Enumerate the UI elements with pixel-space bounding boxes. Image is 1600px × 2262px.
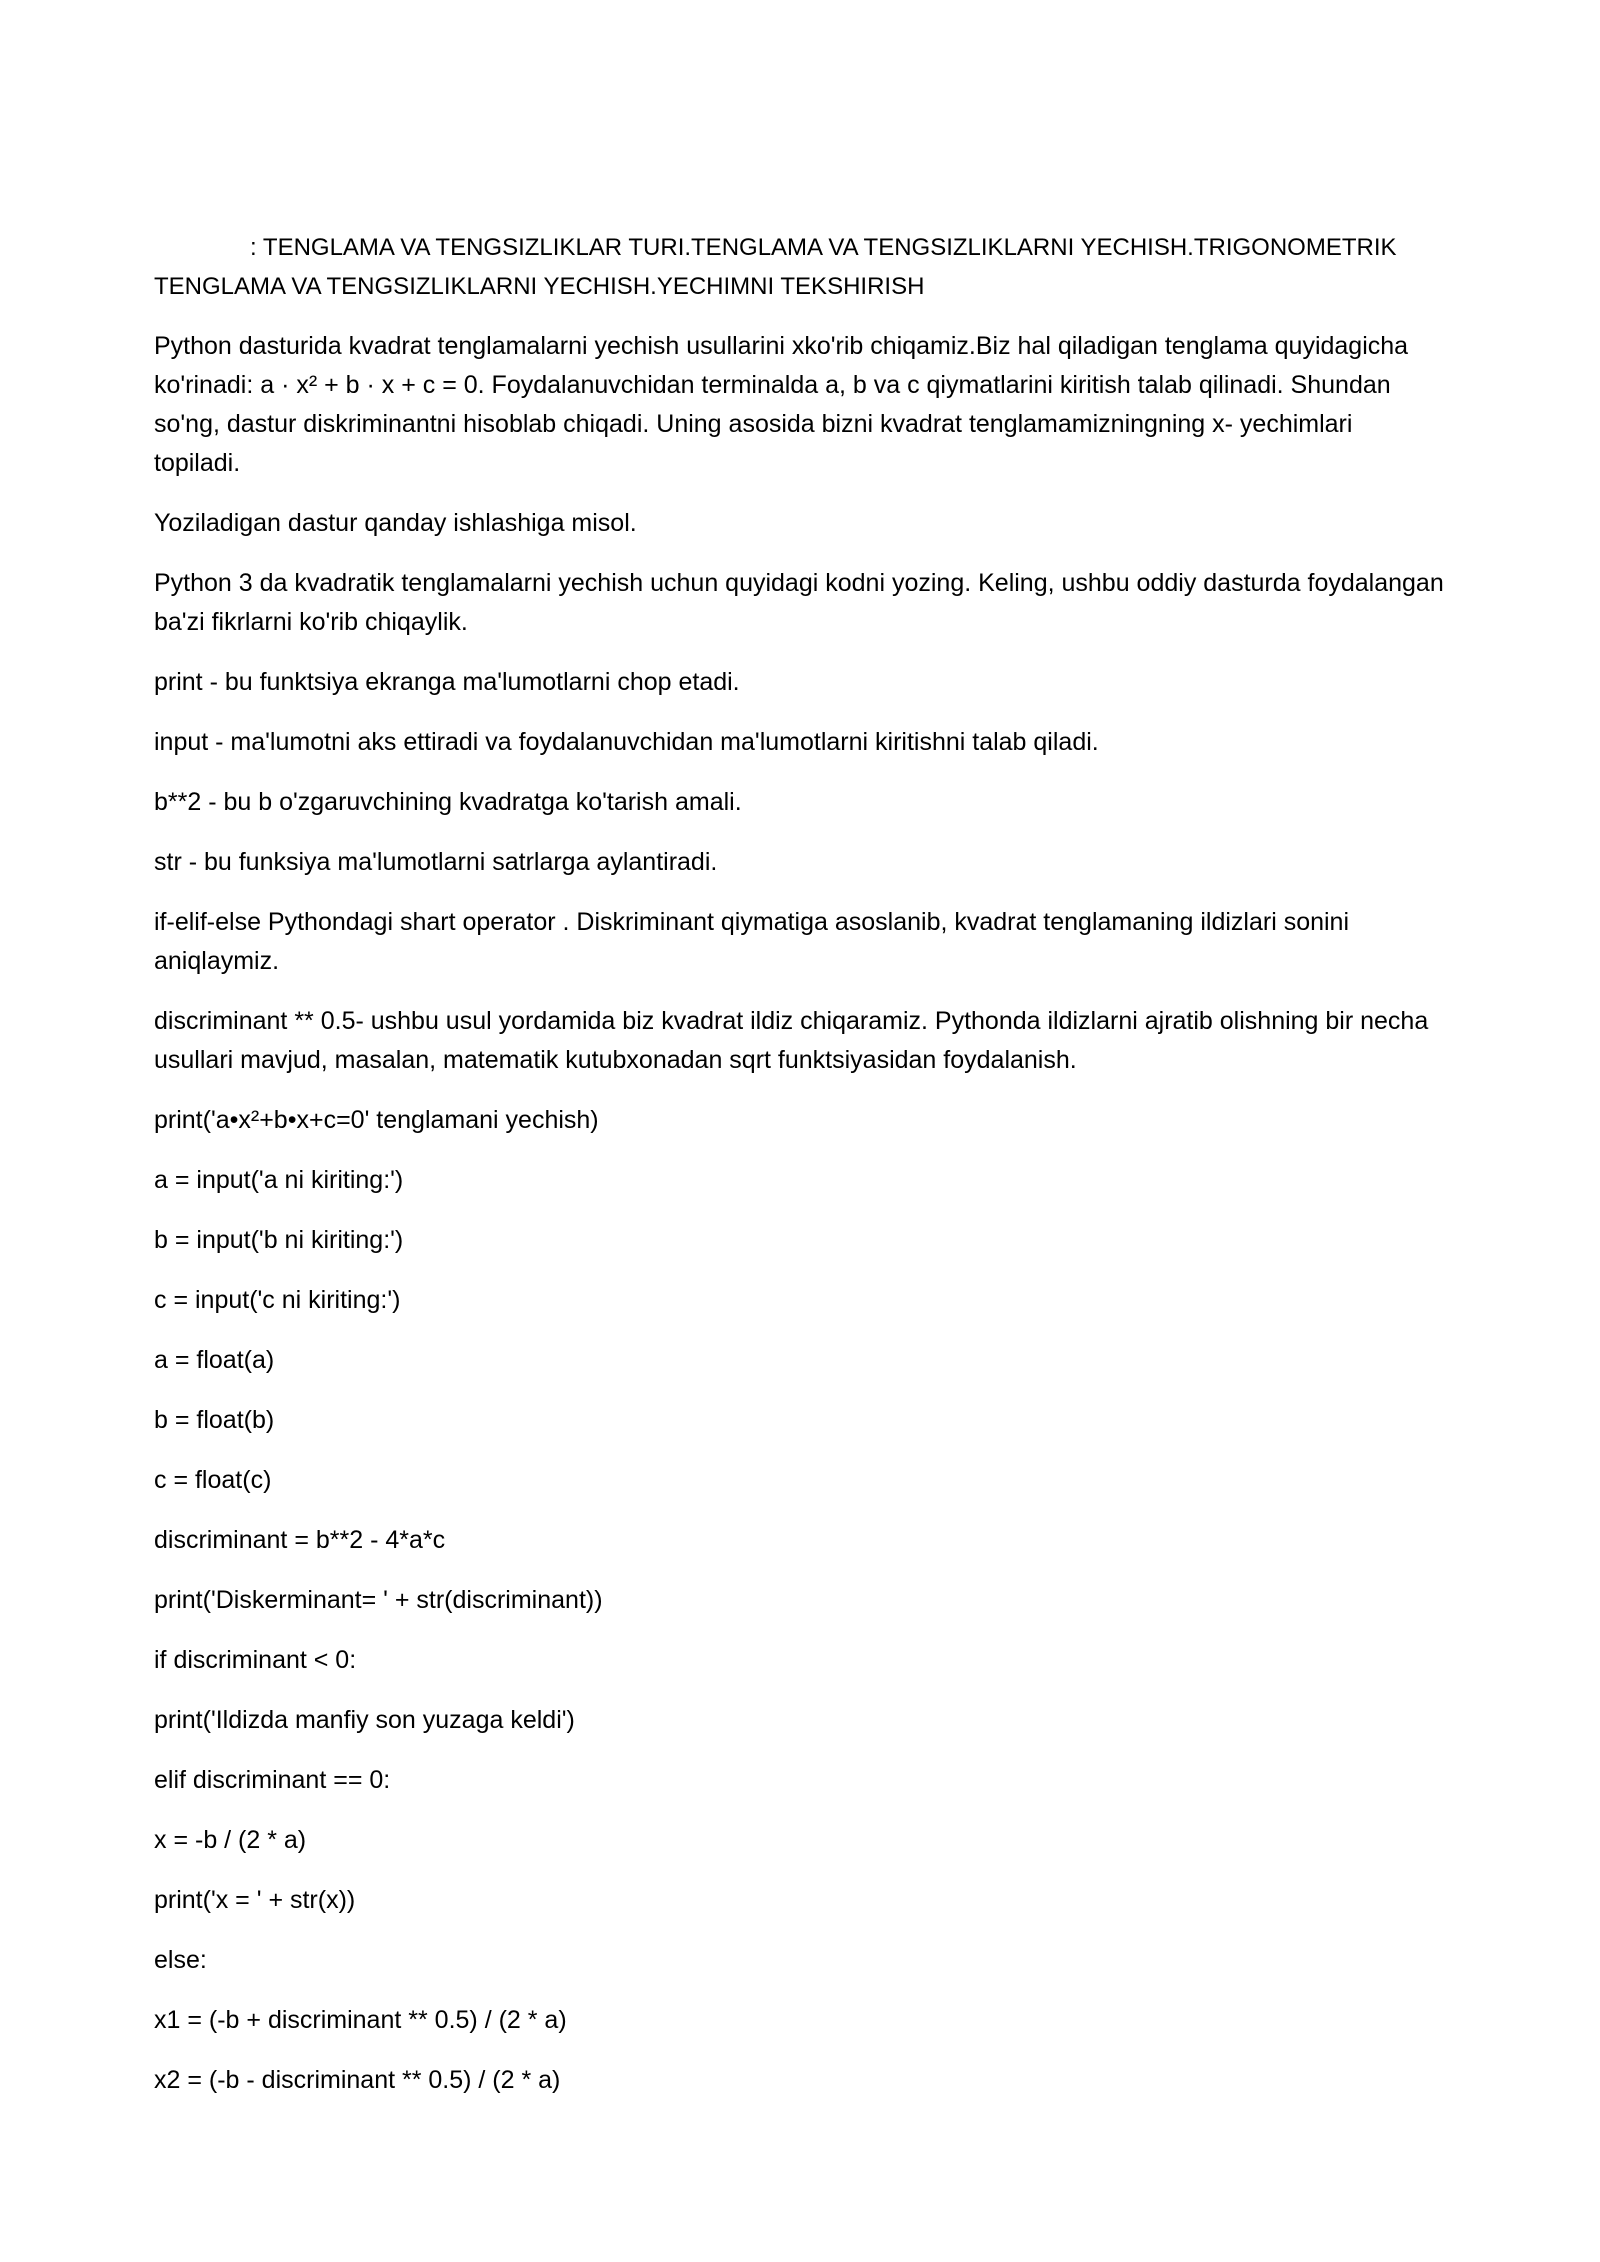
code-line: if discriminant < 0: bbox=[154, 1646, 357, 1674]
document-title: : TENGLAMA VA TENGSIZLIKLAR TURI.TENGLAMA VA TENGSIZLIKLARNI YECHISH.TRIGONOMETRIK TENGLAMA VA TENGSIZLIKLARNI YECHISH.YECHIMNI TEKSHIRISH bbox=[154, 234, 1397, 300]
code-line: discriminant = b**2 - 4*a*c bbox=[154, 1526, 446, 1554]
code-line: print('Ildizda manfiy son yuzaga keldi') bbox=[154, 1706, 575, 1734]
code-line: x = -b / (2 * a) bbox=[154, 1826, 307, 1854]
input-explanation: input - ma'lumotni aks ettiradi va foydalanuvchidan ma'lumotlarni kiritishni talab qiladi. bbox=[154, 728, 1099, 756]
code-line: c = float(c) bbox=[154, 1466, 272, 1494]
code-line: b = float(b) bbox=[154, 1406, 275, 1434]
python3-paragraph: Python 3 da kvadratik tenglamalarni yechish uchun quyidagi kodni yozing. Keling, ushbu oddiy dasturda foydalangan ba'zi fikrlarni ko'rib chiqaylik. bbox=[154, 569, 1444, 636]
code-line: elif discriminant == 0: bbox=[154, 1766, 391, 1794]
code-line: x1 = (-b + discriminant ** 0.5) / (2 * a) bbox=[154, 2006, 567, 2034]
code-line: print('a•x²+b•x+c=0' tenglamani yechish) bbox=[154, 1106, 599, 1134]
power-explanation: b**2 - bu b o'zgaruvchining kvadratga ko'tarish amali. bbox=[154, 788, 742, 816]
code-line: print('x = ' + str(x)) bbox=[154, 1886, 356, 1914]
condition-explanation: if-elif-else Pythondagi shart operator . Diskriminant qiymatiga asoslanib, kvadrat tenglamaning ildizlari sonini aniqlaymiz. bbox=[154, 908, 1350, 975]
print-explanation: print - bu funktsiya ekranga ma'lumotlarni chop etadi. bbox=[154, 668, 740, 696]
code-line: b = input('b ni kiriting:') bbox=[154, 1226, 404, 1254]
code-line: x2 = (-b - discriminant ** 0.5) / (2 * a) bbox=[154, 2066, 561, 2094]
code-line: print('Diskerminant= ' + str(discriminant)) bbox=[154, 1586, 603, 1614]
code-line: c = input('c ni kiriting:') bbox=[154, 1286, 401, 1314]
str-explanation: str - bu funksiya ma'lumotlarni satrlarga aylantiradi. bbox=[154, 848, 718, 876]
code-line: else: bbox=[154, 1946, 207, 1974]
code-line: a = float(a) bbox=[154, 1346, 275, 1374]
intro-paragraph: Python dasturida kvadrat tenglamalarni yechish usullarini xko'rib chiqamiz.Biz hal qiladigan tenglama quyidagicha ko'rinadi: a · x² + b · x + c = 0. Foydalanuvchidan terminalda a, b va c qiymatlarini kiritish talab qilinadi. Shundan so'ng, dastur diskriminantni hisoblab chiqadi. Uning asosida bizni kvadrat tenglamamizningning x- yechimlari topiladi. bbox=[154, 332, 1409, 477]
sqrt-explanation: discriminant ** 0.5- ushbu usul yordamida biz kvadrat ildiz chiqaramiz. Pythonda ildizlarni ajratib olishning bir necha usullari mavjud, masalan, matematik kutubxonadan sqrt funktsiyasidan foydalanish. bbox=[154, 1007, 1429, 1074]
code-line: a = input('a ni kiriting:') bbox=[154, 1166, 404, 1194]
document-body bbox=[154, 228, 1444, 2121]
example-paragraph: Yoziladigan dastur qanday ishlashiga misol. bbox=[154, 509, 637, 537]
